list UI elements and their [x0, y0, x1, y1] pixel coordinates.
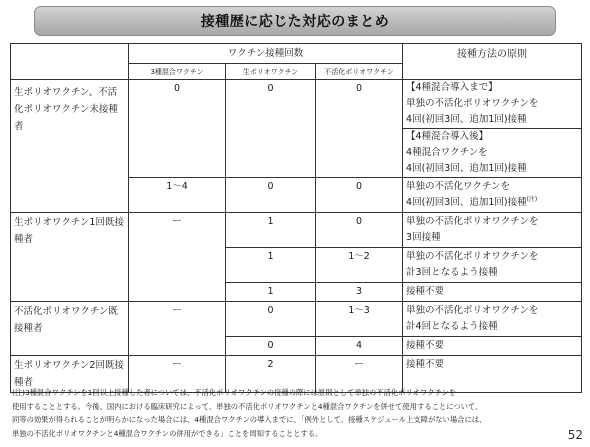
- header-ipv: 不活化ポリオワクチン: [316, 64, 403, 80]
- footnote-line: 同等の効果が得られることが明らかになった場合には、4種混合ワクチンの導入までに、「例外として、接種スケジュール上支障がない場合には、: [12, 415, 487, 424]
- cell-ipv: ー: [316, 356, 403, 393]
- cell-method: [403, 178, 582, 213]
- method-line: 4回(初回3回、追加1回)接種: [406, 163, 527, 174]
- footnote-line: 使用することとする。今後、国内における臨床研究によって、単独の不活化ポリオワクチンと4種混合ワクチンを併せて使用することについて、: [12, 401, 483, 411]
- title-banner: [34, 6, 556, 36]
- header-combo: 3種混合ワクチン: [129, 64, 226, 80]
- footnote-line: (注)3種混合ワクチンを1回以上接種した者については、不活化ポリオワクチンの接種の際には原則として単独の不活化ポリオワクチンを: [12, 388, 457, 397]
- cell-ipv: 1～3: [316, 302, 403, 337]
- method-line: 単独の不活化ワクチンを: [406, 181, 511, 192]
- method-line: 3回接種: [406, 232, 441, 243]
- page-title: 接種歴に応じた対応のまとめ: [200, 14, 390, 30]
- footnote: [12, 386, 567, 440]
- cell-method: 接種不要: [403, 337, 582, 356]
- cell-combo: ー: [129, 213, 226, 302]
- method-text: 4回(初回3回、追加1回)接種: [406, 197, 527, 208]
- group-label: 生ポリオワクチン1回既接種者: [11, 213, 129, 302]
- header-opv: 生ポリオワクチン: [226, 64, 316, 80]
- cell-opv: 1: [226, 248, 316, 283]
- cell-opv: 0: [226, 337, 316, 356]
- group-label: 生ポリオワクチン2回既接種者: [11, 356, 129, 393]
- cell-combo: ー: [129, 302, 226, 356]
- group-label: 不活化ポリオワクチン既接種者: [11, 302, 129, 356]
- table-row: [11, 80, 582, 178]
- cell-combo: ー: [129, 356, 226, 393]
- cell-opv: 2: [226, 356, 316, 393]
- cell-method: [403, 302, 582, 337]
- header-vaccine-doses: ワクチン接種回数: [129, 44, 403, 64]
- cell-ipv: 0: [316, 178, 403, 213]
- method-line: 単独の不活化ポリオワクチンを: [406, 216, 539, 227]
- table-row: [11, 213, 582, 248]
- footnote-line: 単独の不活化ポリオワクチンと4種混合ワクチンの併用ができる」ことを周知することとする。: [12, 428, 323, 438]
- cell-ipv: 1～2: [316, 248, 403, 283]
- cell-method: [403, 248, 582, 283]
- cell-method: [403, 80, 582, 178]
- cell-opv: 1: [226, 213, 316, 248]
- method-line: 計4回となるよう接種: [406, 321, 498, 332]
- method-line: 【4種混合導入まで】: [406, 82, 498, 93]
- cell-opv: 1: [226, 283, 316, 302]
- cell-opv: 0: [226, 302, 316, 337]
- header-method: 接種方法の原則: [403, 44, 582, 80]
- method-line: 単独の不活化ポリオワクチンを: [406, 251, 539, 262]
- page-number: 52: [567, 428, 583, 442]
- vaccination-table: [10, 43, 582, 393]
- cell-opv: 0: [226, 178, 316, 213]
- method-line: [406, 195, 578, 211]
- cell-ipv: 0: [316, 213, 403, 248]
- cell-combo: 1～4: [129, 178, 226, 213]
- cell-method: 接種不要: [403, 356, 582, 393]
- method-line: 単独の不活化ポリオワクチンを: [406, 305, 539, 316]
- cell-ipv: 3: [316, 283, 403, 302]
- method-line: 4回(初回3回、追加1回)接種: [406, 114, 527, 125]
- method-line: 4種混合ワクチンを: [406, 147, 488, 158]
- method-line: 単独の不活化ポリオワクチンを: [406, 98, 539, 109]
- cell-combo: 0: [129, 80, 226, 178]
- cell-method: [403, 213, 582, 248]
- method-line: 計3回となるよう接種: [406, 267, 498, 278]
- cell-ipv: 4: [316, 337, 403, 356]
- table-row: [11, 302, 582, 337]
- cell-method: 接種不要: [403, 283, 582, 302]
- note-marker: (注): [526, 195, 538, 203]
- header-row: [11, 44, 582, 64]
- group-label: 生ポリオワクチン、不活化ポリオワクチン未接種者: [11, 80, 129, 213]
- corner-cell: [11, 44, 129, 80]
- method-line: 【4種混合導入後】: [406, 131, 489, 142]
- cell-opv: 0: [226, 80, 316, 178]
- cell-ipv: 0: [316, 80, 403, 178]
